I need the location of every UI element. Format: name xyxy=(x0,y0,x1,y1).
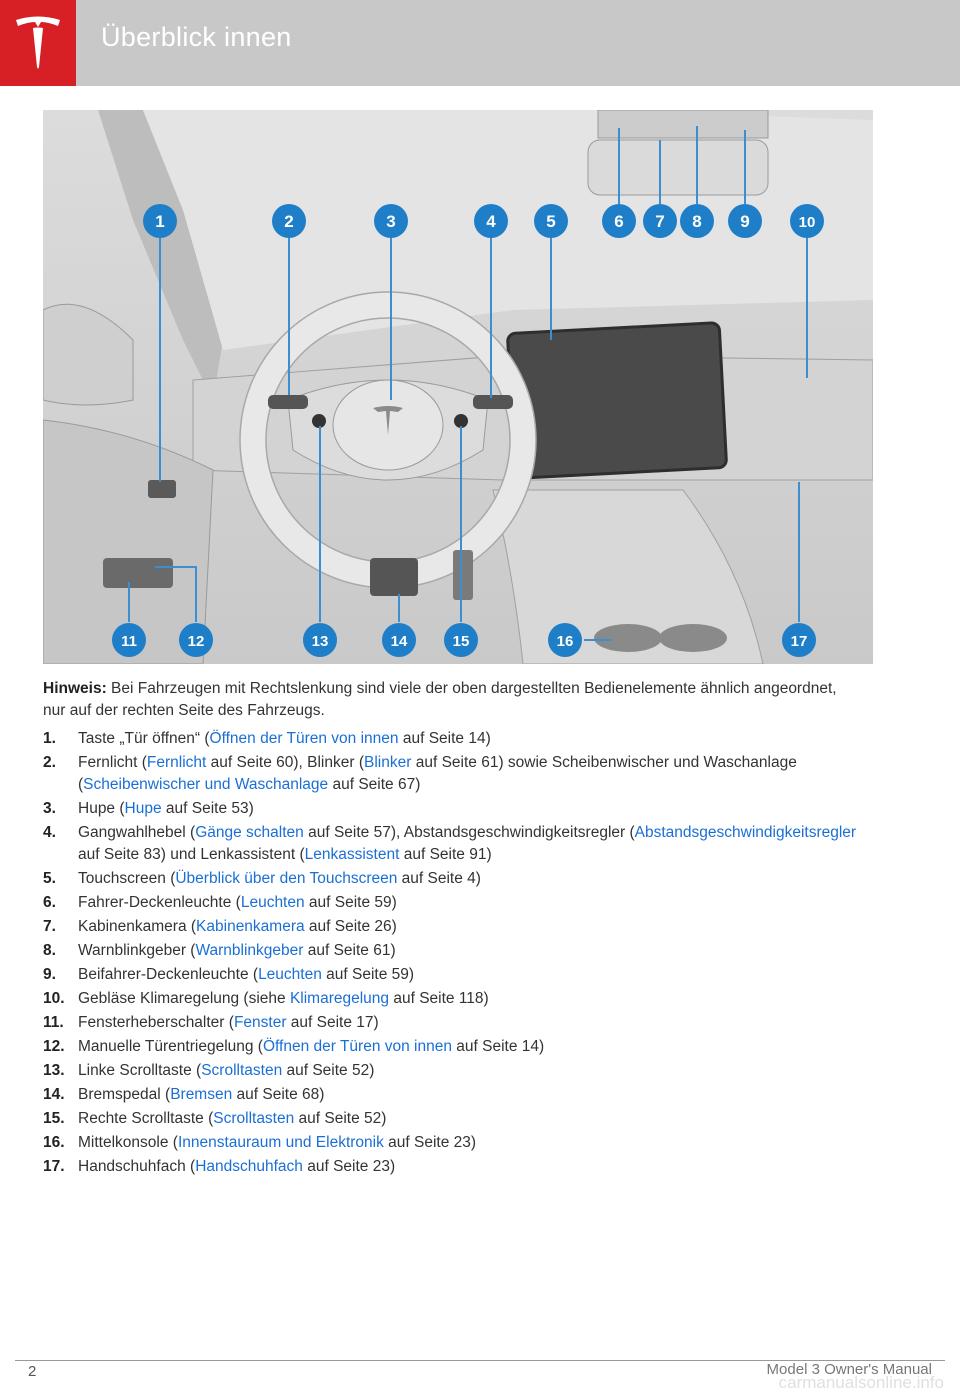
cross-reference-link[interactable]: Blinker xyxy=(364,754,412,771)
legend-item xyxy=(43,822,863,866)
legend-item-number: 8. xyxy=(43,942,56,959)
callout-2 xyxy=(272,204,306,238)
callout-1 xyxy=(143,204,177,238)
callout-6 xyxy=(602,204,636,238)
cross-reference-link[interactable]: Abstandsgeschwindigkeitsregler xyxy=(634,824,857,841)
callout-8-label: 8 xyxy=(692,212,702,231)
cross-reference-link[interactable]: Öffnen der Türen von innen xyxy=(262,1038,452,1055)
legend-item-text: auf Seite 91) xyxy=(399,846,492,863)
legend-item-number: 9. xyxy=(43,966,56,983)
cupholder-right xyxy=(659,624,727,652)
legend-item xyxy=(43,728,863,750)
rearview-mirror xyxy=(588,140,768,195)
legend-item xyxy=(43,916,863,938)
callout-17 xyxy=(782,623,816,657)
left-scroll-button xyxy=(312,414,326,428)
legend-item xyxy=(43,1060,863,1082)
callout-10-label: 10 xyxy=(798,214,816,231)
cross-reference-link[interactable]: Öffnen der Türen von innen xyxy=(209,730,399,747)
legend-item-text: auf Seite 59) xyxy=(304,894,397,911)
interior-illustration xyxy=(43,110,873,664)
callout-14-label: 14 xyxy=(390,633,408,650)
legend-item xyxy=(43,940,863,962)
legend-item-number: 3. xyxy=(43,800,56,817)
legend-item-text: auf Seite 60), Blinker ( xyxy=(206,754,365,771)
legend-item xyxy=(43,868,863,890)
door-handle xyxy=(148,480,176,498)
cross-reference-link[interactable]: Klimaregelung xyxy=(289,990,390,1007)
callout-16-label: 16 xyxy=(556,633,574,650)
callout-6-label: 6 xyxy=(614,212,624,231)
note-text: Bei Fahrzeugen mit Rechtslenkung sind viele der oben dargestellten Bedienelemente ähnlich angeordnet, nur auf der rechten Seite des Fahrzeugs. xyxy=(43,680,837,719)
callout-15 xyxy=(444,623,478,657)
legend-item-text: auf Seite 53) xyxy=(161,800,254,817)
legend-item-text: Beifahrer-Deckenleuchte ( xyxy=(78,966,259,983)
note-label: Hinweis: xyxy=(43,680,107,697)
legend-item-number: 11. xyxy=(43,1014,64,1031)
legend-item-text: Fahrer-Deckenleuchte ( xyxy=(78,894,241,911)
legend-item xyxy=(43,1156,863,1178)
callout-3-label: 3 xyxy=(386,212,396,231)
cross-reference-link[interactable]: Fenster xyxy=(233,1014,287,1031)
note-paragraph xyxy=(43,678,863,722)
cross-reference-link[interactable]: Leuchten xyxy=(240,894,305,911)
legend-item-number: 15. xyxy=(43,1110,65,1127)
callout-4 xyxy=(474,204,508,238)
legend-item-text: auf Seite 23) xyxy=(383,1134,477,1151)
legend-item-number: 12. xyxy=(43,1038,65,1055)
legend-item xyxy=(43,1132,863,1154)
legend-item-text: auf Seite 59) xyxy=(321,966,415,983)
window-switch-panel xyxy=(103,558,173,588)
legend-item-number: 6. xyxy=(43,894,56,911)
callout-14 xyxy=(382,623,416,657)
manual-title: Model 3 Owner's Manual xyxy=(766,1361,932,1378)
tesla-logo xyxy=(0,0,76,86)
cupholder-left xyxy=(594,624,662,652)
legend-item-text: auf Seite 118) xyxy=(389,990,489,1007)
legend-item-text: auf Seite 67) xyxy=(328,776,421,793)
cross-reference-link[interactable]: Fernlicht xyxy=(146,754,207,771)
legend-item-text: Warnblinkgeber ( xyxy=(78,942,196,959)
legend-item-number: 10. xyxy=(43,990,65,1007)
left-stalk xyxy=(268,395,308,409)
overhead-console xyxy=(598,110,768,138)
cross-reference-link[interactable]: Handschuhfach xyxy=(195,1158,303,1175)
legend-item-number: 16. xyxy=(43,1134,65,1151)
legend-item-text: Manuelle Türentriegelung ( xyxy=(78,1038,263,1055)
legend-item-text: Fensterheberschalter ( xyxy=(78,1014,234,1031)
cross-reference-link[interactable]: Lenkassistent xyxy=(304,846,400,863)
legend-item xyxy=(43,1084,863,1106)
legend-item-text: auf Seite 14) xyxy=(398,730,491,747)
legend-item-text: Hupe ( xyxy=(78,800,125,817)
legend-item-number: 17. xyxy=(43,1158,65,1175)
legend-item-number: 13. xyxy=(43,1062,65,1079)
legend-item-text: Bremspedal ( xyxy=(78,1086,171,1103)
callout-10 xyxy=(790,204,824,238)
callout-12 xyxy=(179,623,213,657)
legend-item xyxy=(43,1036,863,1058)
callout-5 xyxy=(534,204,568,238)
callout-7 xyxy=(643,204,677,238)
legend-item-text: Touchscreen ( xyxy=(78,870,176,887)
legend-item-number: 4. xyxy=(43,824,56,841)
cross-reference-link[interactable]: Scheibenwischer und Waschanlage xyxy=(83,776,329,793)
touchscreen xyxy=(507,323,726,479)
legend-item-text: auf Seite 23) xyxy=(302,1158,396,1175)
legend-item xyxy=(43,964,863,986)
legend-item-text: auf Seite 26) xyxy=(304,918,397,935)
watermark: carmanualsonline.info xyxy=(778,1373,944,1392)
callout-8 xyxy=(680,204,714,238)
brake-pedal xyxy=(370,558,418,596)
callout-16 xyxy=(548,623,582,657)
callout-11-label: 11 xyxy=(121,633,137,650)
callout-4-label: 4 xyxy=(486,212,496,231)
callout-9-label: 9 xyxy=(740,212,750,231)
tesla-logo-icon xyxy=(13,15,63,71)
right-stalk xyxy=(473,395,513,409)
cross-reference-link[interactable]: Gänge schalten xyxy=(195,824,304,841)
callout-7-label: 7 xyxy=(655,212,665,231)
legend-item xyxy=(43,1012,863,1034)
legend-item-text: Gangwahlhebel ( xyxy=(78,824,196,841)
cross-reference-link[interactable]: Leuchten xyxy=(258,966,322,983)
legend-item-text: Mittelkonsole ( xyxy=(78,1134,178,1151)
legend-item xyxy=(43,1108,863,1130)
legend-item-text: auf Seite 52) xyxy=(282,1062,375,1079)
legend-item-text: auf Seite 17) xyxy=(286,1014,379,1031)
legend-item-number: 14. xyxy=(43,1086,65,1103)
legend-item-text: auf Seite 83) und Lenkassistent ( xyxy=(78,846,305,863)
legend-item-text: Taste „Tür öffnen“ ( xyxy=(78,730,210,747)
legend-list xyxy=(43,728,863,1180)
callout-13 xyxy=(303,623,337,657)
legend-item-text: auf Seite 52) xyxy=(294,1110,387,1127)
cross-reference-link[interactable]: Warnblinkgeber xyxy=(195,942,304,959)
callout-2-label: 2 xyxy=(284,212,294,231)
legend-item-text: auf Seite 61) sowie Scheibenwischer und Waschanlage ( xyxy=(78,754,797,793)
legend-item-text: Rechte Scrolltaste ( xyxy=(78,1110,214,1127)
legend-item-text: auf Seite 57), Abstandsgeschwindigkeitsregler ( xyxy=(303,824,635,841)
callout-1-label: 1 xyxy=(155,212,165,231)
legend-item-number: 2. xyxy=(43,754,56,771)
legend-item xyxy=(43,752,863,796)
legend-item-text: Linke Scrolltaste ( xyxy=(78,1062,202,1079)
legend-item-number: 7. xyxy=(43,918,56,935)
callout-15-label: 15 xyxy=(452,633,470,650)
legend-item-number: 1. xyxy=(43,730,56,747)
legend-item xyxy=(43,892,863,914)
legend-item-text: auf Seite 14) xyxy=(451,1038,545,1055)
cross-reference-link[interactable]: Innenstauraum und Elektronik xyxy=(177,1134,384,1151)
callout-17-label: 17 xyxy=(790,633,808,650)
legend-item xyxy=(43,988,863,1010)
page-title: Überblick innen xyxy=(101,22,292,52)
callout-11 xyxy=(112,623,146,657)
page-number: 2 xyxy=(28,1363,37,1380)
legend-item-text: Kabinenkamera ( xyxy=(78,918,197,935)
legend-item-text: Gebläse Klimaregelung (siehe xyxy=(78,990,290,1007)
cross-reference-link[interactable]: Bremsen xyxy=(170,1086,233,1103)
callout-3 xyxy=(374,204,408,238)
cross-reference-link[interactable]: Scrolltasten xyxy=(201,1062,283,1079)
right-scroll-button xyxy=(454,414,468,428)
callout-13-label: 13 xyxy=(311,633,329,650)
page-header xyxy=(0,0,960,86)
legend-item-text: Handschuhfach ( xyxy=(78,1158,196,1175)
cross-reference-link[interactable]: Kabinenkamera xyxy=(196,918,305,935)
legend-item-text: auf Seite 4) xyxy=(397,870,481,887)
callout-9 xyxy=(728,204,762,238)
cross-reference-link[interactable]: Scrolltasten xyxy=(213,1110,295,1127)
legend-item-text: Fernlicht ( xyxy=(78,754,147,771)
callout-12-label: 12 xyxy=(187,633,205,650)
accelerator-pedal xyxy=(453,550,473,600)
callout-5-label: 5 xyxy=(546,212,556,231)
cross-reference-link[interactable]: Hupe xyxy=(124,800,162,817)
legend-item-text: auf Seite 68) xyxy=(232,1086,325,1103)
legend-item xyxy=(43,798,863,820)
legend-item-number: 5. xyxy=(43,870,56,887)
cross-reference-link[interactable]: Überblick über den Touchscreen xyxy=(175,870,398,887)
legend-item-text: auf Seite 61) xyxy=(303,942,396,959)
